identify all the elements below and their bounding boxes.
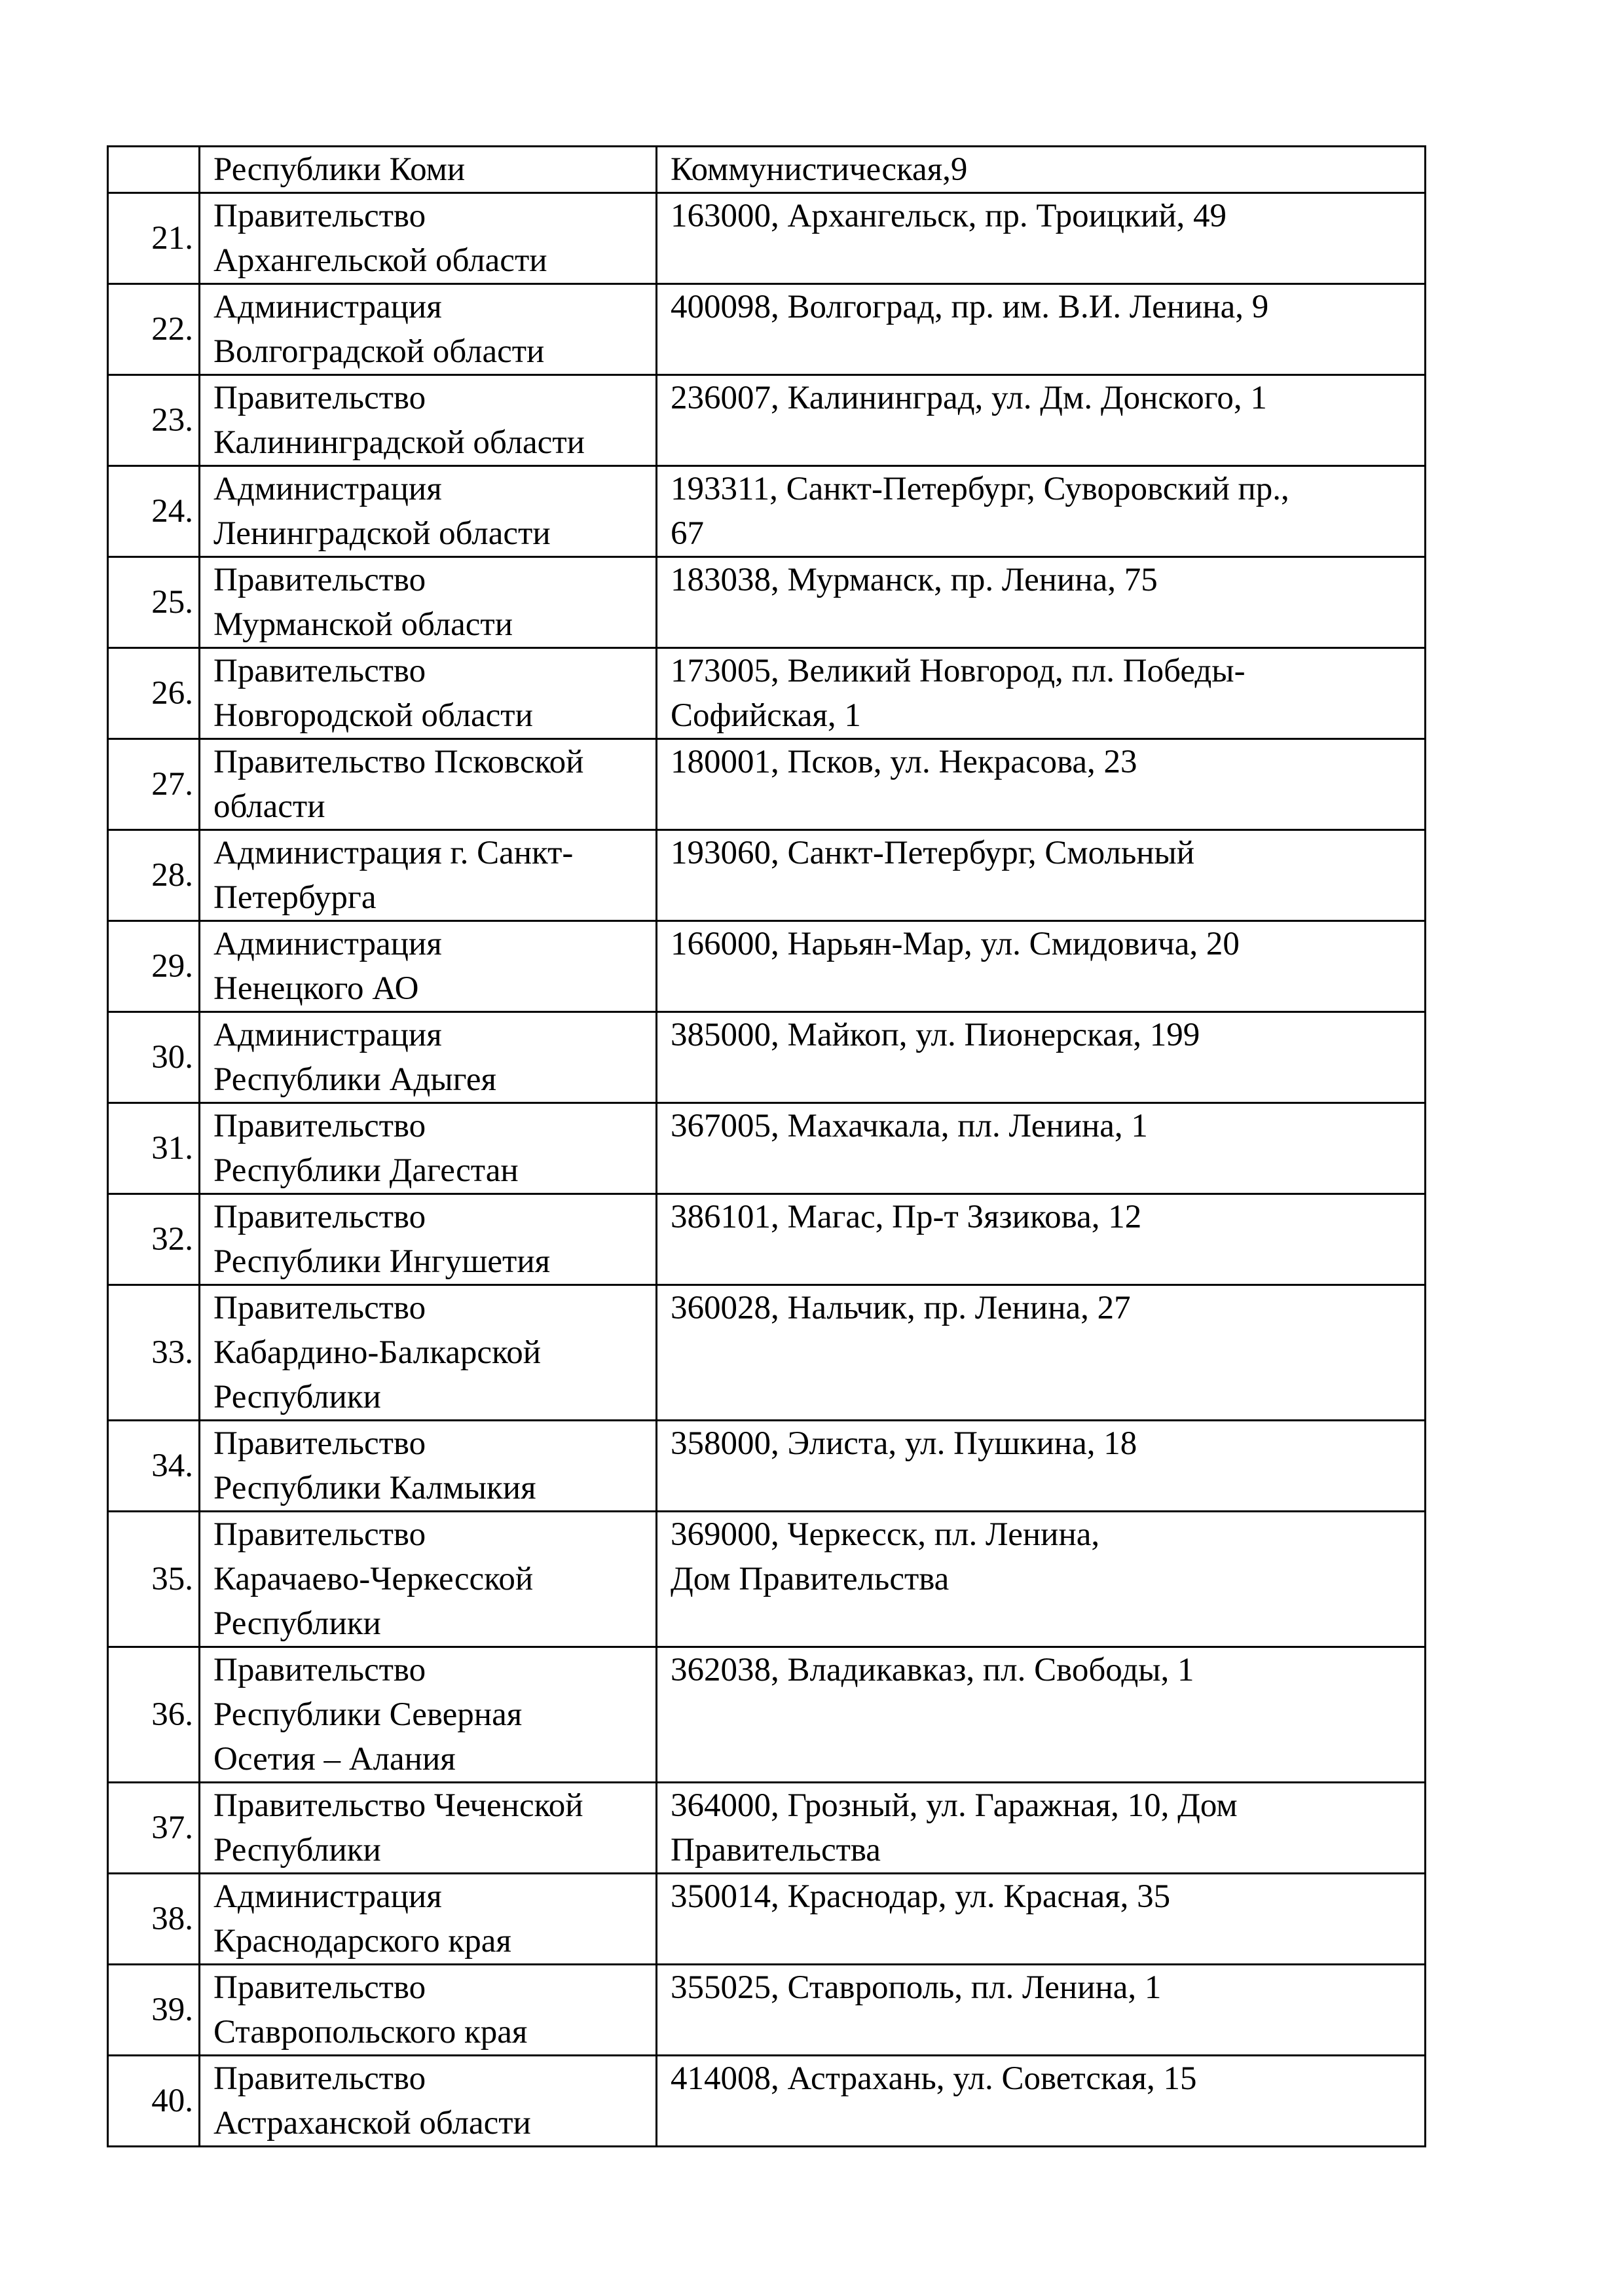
organization-name: Правительство Республики Дагестан — [200, 1103, 657, 1194]
row-number: 22. — [108, 284, 200, 375]
organization-address: 369000, Черкесск, пл. Ленина, Дом Правительства — [657, 1512, 1426, 1647]
table-row — [108, 921, 1426, 1012]
table-row — [108, 2056, 1426, 2147]
table-row — [108, 1874, 1426, 1965]
table-row — [108, 1194, 1426, 1285]
organization-address: Коммунистическая,9 — [657, 147, 1426, 193]
row-number: 35. — [108, 1512, 200, 1647]
organization-name: Правительство Республики Ингушетия — [200, 1194, 657, 1285]
organization-address: 350014, Краснодар, ул. Красная, 35 — [657, 1874, 1426, 1965]
organization-name: Правительство Карачаево-Черкесской Республики — [200, 1512, 657, 1647]
table-row — [108, 1285, 1426, 1421]
organization-address: 166000, Нарьян-Мар, ул. Смидовича, 20 — [657, 921, 1426, 1012]
organization-address: 236007, Калининград, ул. Дм. Донского, 1 — [657, 375, 1426, 466]
row-number: 33. — [108, 1285, 200, 1421]
organization-address: 193060, Санкт-Петербург, Смольный — [657, 830, 1426, 921]
organization-name: Администрация Краснодарского края — [200, 1874, 657, 1965]
row-number: 30. — [108, 1012, 200, 1103]
organization-name: Правительство Мурманской области — [200, 557, 657, 648]
organization-address: 400098, Волгоград, пр. им. В.И. Ленина, 9 — [657, 284, 1426, 375]
organization-name: Правительство Республики Калмыкия — [200, 1421, 657, 1512]
organization-name: Правительство Новгородской области — [200, 648, 657, 739]
table-row — [108, 147, 1426, 193]
organization-name: Правительство Калининградской области — [200, 375, 657, 466]
row-number: 23. — [108, 375, 200, 466]
organization-address: 355025, Ставрополь, пл. Ленина, 1 — [657, 1965, 1426, 2056]
row-number: 36. — [108, 1647, 200, 1783]
organizations-table-body — [108, 147, 1426, 2147]
document-page — [107, 145, 1424, 2147]
organization-address: 173005, Великий Новгород, пл. Победы- Софийская, 1 — [657, 648, 1426, 739]
organization-name: Правительство Кабардино-Балкарской Республики — [200, 1285, 657, 1421]
row-number: 24. — [108, 466, 200, 557]
table-row — [108, 739, 1426, 830]
organization-address: 367005, Махачкала, пл. Ленина, 1 — [657, 1103, 1426, 1194]
table-row — [108, 830, 1426, 921]
row-number: 21. — [108, 193, 200, 284]
row-number — [108, 147, 200, 193]
organization-name: Администрация г. Санкт- Петербурга — [200, 830, 657, 921]
organization-address: 183038, Мурманск, пр. Ленина, 75 — [657, 557, 1426, 648]
organization-name: Правительство Астраханской области — [200, 2056, 657, 2147]
table-row — [108, 1512, 1426, 1647]
table-row — [108, 648, 1426, 739]
organization-name: Правительство Чеченской Республики — [200, 1783, 657, 1874]
row-number: 31. — [108, 1103, 200, 1194]
table-row — [108, 466, 1426, 557]
table-row — [108, 1012, 1426, 1103]
organizations-table — [107, 145, 1426, 2147]
row-number: 27. — [108, 739, 200, 830]
row-number: 40. — [108, 2056, 200, 2147]
row-number: 25. — [108, 557, 200, 648]
organization-name: Правительство Ставропольского края — [200, 1965, 657, 2056]
row-number: 29. — [108, 921, 200, 1012]
organization-name: Администрация Волгоградской области — [200, 284, 657, 375]
organization-name: Правительство Республики Северная Осетия – Алания — [200, 1647, 657, 1783]
table-row — [108, 284, 1426, 375]
organization-address: 414008, Астрахань, ул. Советская, 15 — [657, 2056, 1426, 2147]
table-row — [108, 1647, 1426, 1783]
organization-address: 385000, Майкоп, ул. Пионерская, 199 — [657, 1012, 1426, 1103]
row-number: 28. — [108, 830, 200, 921]
organization-address: 362038, Владикавказ, пл. Свободы, 1 — [657, 1647, 1426, 1783]
organization-address: 386101, Магас, Пр-т Зязикова, 12 — [657, 1194, 1426, 1285]
table-row — [108, 1103, 1426, 1194]
organization-address: 364000, Грозный, ул. Гаражная, 10, Дом Правительства — [657, 1783, 1426, 1874]
organization-name: Республики Коми — [200, 147, 657, 193]
organization-name: Администрация Ненецкого АО — [200, 921, 657, 1012]
row-number: 39. — [108, 1965, 200, 2056]
organization-address: 163000, Архангельск, пр. Троицкий, 49 — [657, 193, 1426, 284]
row-number: 34. — [108, 1421, 200, 1512]
organization-name: Правительство Архангельской области — [200, 193, 657, 284]
organization-name: Администрация Ленинградской области — [200, 466, 657, 557]
organization-name: Правительство Псковской области — [200, 739, 657, 830]
table-row — [108, 1421, 1426, 1512]
table-row — [108, 375, 1426, 466]
table-row — [108, 1965, 1426, 2056]
row-number: 37. — [108, 1783, 200, 1874]
organization-name: Администрация Республики Адыгея — [200, 1012, 657, 1103]
organization-address: 180001, Псков, ул. Некрасова, 23 — [657, 739, 1426, 830]
row-number: 38. — [108, 1874, 200, 1965]
table-row — [108, 557, 1426, 648]
organization-address: 358000, Элиста, ул. Пушкина, 18 — [657, 1421, 1426, 1512]
organization-address: 360028, Нальчик, пр. Ленина, 27 — [657, 1285, 1426, 1421]
row-number: 26. — [108, 648, 200, 739]
organization-address: 193311, Санкт-Петербург, Суворовский пр., 67 — [657, 466, 1426, 557]
table-row — [108, 1783, 1426, 1874]
table-row — [108, 193, 1426, 284]
row-number: 32. — [108, 1194, 200, 1285]
